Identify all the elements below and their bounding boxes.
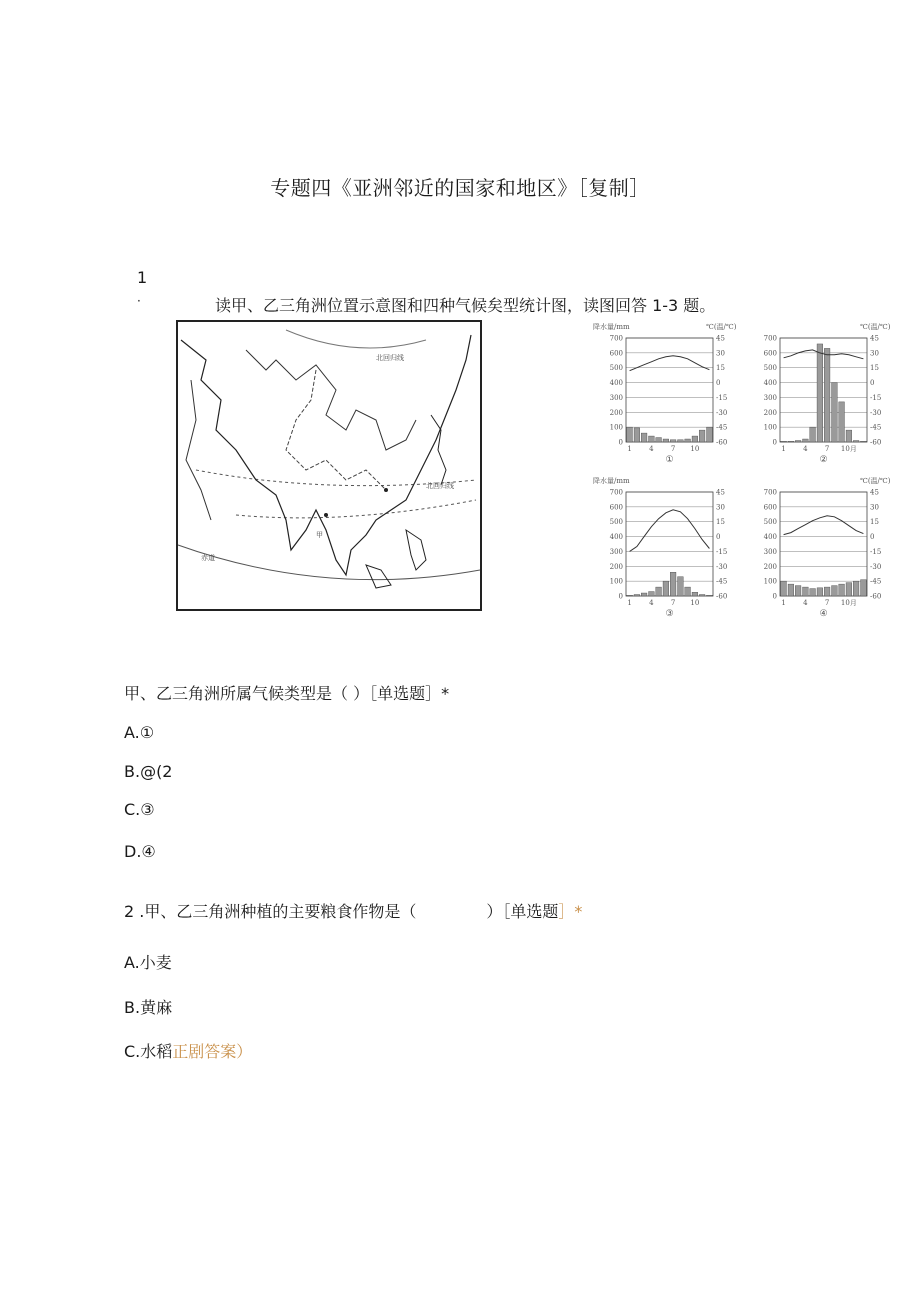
precip-bar bbox=[656, 587, 662, 596]
subquestion-2-close: ）［单选题 bbox=[486, 902, 559, 921]
precip-bar bbox=[795, 441, 801, 442]
temp-axis-title: ℃(温/℃) bbox=[860, 477, 891, 485]
precip-bar bbox=[817, 344, 823, 442]
subquestion-2 bbox=[124, 899, 582, 922]
precip-bar bbox=[832, 383, 838, 442]
month-tick-label: 7 bbox=[670, 599, 676, 607]
precip-tick-label: 200 bbox=[609, 562, 623, 571]
precip-tick-label: 300 bbox=[763, 547, 777, 556]
option-2c-label: C.水稻 bbox=[124, 1042, 173, 1061]
temp-tick-label: -30 bbox=[716, 562, 728, 571]
temp-tick-label: 45 bbox=[716, 488, 725, 497]
temp-tick-label: 15 bbox=[716, 364, 725, 373]
month-tick-label: 10月 bbox=[840, 599, 857, 607]
precip-bar bbox=[817, 588, 823, 596]
asia-map-figure bbox=[176, 320, 482, 611]
precip-bar bbox=[685, 439, 691, 442]
precip-bar bbox=[678, 577, 684, 596]
option-2a[interactable]: A.小麦 bbox=[124, 953, 172, 972]
precip-tick-label: 400 bbox=[609, 379, 623, 388]
temp-tick-label: -45 bbox=[716, 577, 728, 586]
precip-bar bbox=[663, 439, 669, 442]
map-label-arctic: 北回归线 bbox=[376, 354, 404, 362]
precip-tick-label: 700 bbox=[609, 488, 623, 497]
temp-tick-label: -45 bbox=[716, 423, 728, 432]
precip-tick-label: 600 bbox=[609, 503, 623, 512]
temp-tick-label: 0 bbox=[716, 533, 721, 542]
precip-bar bbox=[803, 587, 809, 596]
temp-tick-label: -45 bbox=[870, 423, 882, 432]
precip-bar bbox=[699, 430, 705, 442]
temp-tick-label: -60 bbox=[870, 592, 882, 601]
precip-tick-label: 500 bbox=[763, 518, 777, 527]
climate-chart-1-svg bbox=[588, 318, 738, 468]
precip-bar bbox=[649, 592, 655, 596]
temp-tick-label: 0 bbox=[716, 379, 721, 388]
precip-bar bbox=[670, 440, 676, 442]
precip-tick-label: 300 bbox=[763, 393, 777, 402]
temperature-line bbox=[784, 516, 864, 535]
temp-tick-label: 30 bbox=[716, 503, 725, 512]
map-label-jia: 甲 bbox=[316, 531, 323, 539]
month-tick-label: 4 bbox=[803, 445, 808, 453]
precip-bar bbox=[707, 427, 713, 442]
temp-tick-label: -60 bbox=[716, 592, 728, 601]
precip-bar bbox=[846, 583, 852, 596]
precip-bar bbox=[670, 572, 676, 596]
temp-tick-label: -15 bbox=[870, 393, 882, 402]
temp-tick-label: -15 bbox=[716, 547, 728, 556]
precip-tick-label: 0 bbox=[772, 438, 777, 447]
temp-tick-label: 15 bbox=[716, 518, 725, 527]
precip-bar bbox=[634, 595, 640, 596]
temp-tick-label: -30 bbox=[716, 408, 728, 417]
temp-tick-label: 0 bbox=[870, 379, 875, 388]
subquestion-2-mark: ］* bbox=[558, 902, 583, 921]
climate-chart-3 bbox=[588, 472, 738, 626]
temperature-line bbox=[630, 356, 710, 371]
precip-bar bbox=[853, 581, 859, 596]
precip-tick-label: 200 bbox=[763, 408, 777, 417]
month-tick-label: 10 bbox=[690, 445, 700, 453]
precip-tick-label: 500 bbox=[609, 364, 623, 373]
precip-bar bbox=[699, 595, 705, 596]
precip-bar bbox=[692, 592, 698, 596]
temp-tick-label: 30 bbox=[870, 503, 879, 512]
month-tick-label: 7 bbox=[824, 599, 830, 607]
map-label-tropic: 北回归线 bbox=[426, 482, 454, 490]
option-2b[interactable]: B.黄麻 bbox=[124, 998, 173, 1017]
subquestion-2-text: 2 .甲、乙三角洲种植的主要粮食作物是（ bbox=[124, 902, 417, 921]
asia-map bbox=[176, 320, 482, 611]
month-tick-label: 1 bbox=[781, 445, 786, 453]
precip-bar bbox=[788, 584, 794, 596]
precip-tick-label: 100 bbox=[609, 423, 623, 432]
month-tick-label: 7 bbox=[824, 445, 830, 453]
precip-bar bbox=[641, 433, 647, 442]
chart-label: ② bbox=[819, 455, 828, 465]
temperature-line bbox=[784, 350, 864, 359]
precip-bar bbox=[649, 436, 655, 442]
precip-tick-label: 0 bbox=[618, 592, 623, 601]
temp-tick-label: 0 bbox=[870, 533, 875, 542]
precip-tick-label: 100 bbox=[609, 577, 623, 586]
precip-tick-label: 0 bbox=[618, 438, 623, 447]
precip-axis-title: 降水量/mm bbox=[593, 477, 630, 485]
temp-tick-label: 30 bbox=[716, 349, 725, 358]
temp-tick-label: -30 bbox=[870, 408, 882, 417]
page-title: 专题四《亚洲邻近的国家和地区》［复制］ bbox=[270, 176, 650, 200]
precip-bar bbox=[788, 441, 794, 442]
precip-tick-label: 300 bbox=[609, 393, 623, 402]
precip-tick-label: 400 bbox=[763, 533, 777, 542]
precip-bar bbox=[803, 439, 809, 442]
month-tick-label: 1 bbox=[627, 445, 632, 453]
precip-tick-label: 200 bbox=[609, 408, 623, 417]
option-1b[interactable]: B.@(2 bbox=[124, 762, 173, 781]
precip-tick-label: 200 bbox=[763, 562, 777, 571]
chart-label: ③ bbox=[665, 609, 674, 619]
precip-bar bbox=[692, 436, 698, 442]
precip-bar bbox=[810, 589, 816, 596]
precip-tick-label: 500 bbox=[763, 364, 777, 373]
option-1d[interactable]: D.④ bbox=[124, 842, 156, 861]
month-tick-label: 10月 bbox=[840, 445, 857, 453]
precip-bar bbox=[853, 441, 859, 442]
precip-bar bbox=[781, 581, 787, 596]
option-2c[interactable] bbox=[124, 1039, 252, 1062]
precip-bar bbox=[846, 430, 852, 442]
precip-tick-label: 500 bbox=[609, 518, 623, 527]
temp-tick-label: 15 bbox=[870, 518, 879, 527]
precip-tick-label: 600 bbox=[763, 503, 777, 512]
map-label-equator: 赤道 bbox=[201, 554, 215, 562]
precip-bar bbox=[634, 428, 640, 442]
precip-bar bbox=[707, 595, 713, 596]
precip-bar bbox=[861, 580, 867, 596]
temp-tick-label: 45 bbox=[716, 334, 725, 343]
precip-bar bbox=[641, 593, 647, 596]
precip-tick-label: 600 bbox=[763, 349, 777, 358]
temp-axis-title: ℃(温/℃) bbox=[706, 323, 737, 331]
temp-axis-title: ℃(温/℃) bbox=[860, 323, 891, 331]
climate-chart-2 bbox=[742, 318, 892, 472]
answer-note: 正剧答案） bbox=[172, 1042, 253, 1061]
option-1c[interactable]: C.③ bbox=[124, 800, 155, 819]
precip-bar bbox=[685, 587, 691, 596]
precip-tick-label: 400 bbox=[763, 379, 777, 388]
precip-bar bbox=[627, 427, 633, 442]
precip-tick-label: 700 bbox=[763, 334, 777, 343]
precip-bar bbox=[627, 595, 633, 596]
precip-bar bbox=[663, 581, 669, 596]
temperature-line bbox=[630, 510, 710, 552]
subquestion-1: 甲、乙三角洲所属气候类型是（ ）［单选题］* bbox=[124, 684, 450, 703]
precip-bar bbox=[824, 348, 830, 442]
month-tick-label: 7 bbox=[670, 445, 676, 453]
chart-label: ④ bbox=[819, 609, 828, 619]
plot-frame bbox=[626, 338, 713, 442]
temp-tick-label: 45 bbox=[870, 334, 879, 343]
precip-bar bbox=[839, 402, 845, 442]
chart-label: ① bbox=[665, 455, 674, 465]
precip-bar bbox=[839, 584, 845, 596]
month-tick-label: 4 bbox=[649, 445, 654, 453]
question-dot: · bbox=[137, 294, 141, 308]
precip-bar bbox=[781, 441, 787, 442]
temp-tick-label: 45 bbox=[870, 488, 879, 497]
precip-tick-label: 100 bbox=[763, 423, 777, 432]
precip-tick-label: 600 bbox=[609, 349, 623, 358]
climate-chart-4 bbox=[742, 472, 892, 626]
precip-axis-title: 降水量/mm bbox=[593, 323, 630, 331]
temp-tick-label: -60 bbox=[870, 438, 882, 447]
temp-tick-label: 30 bbox=[870, 349, 879, 358]
month-tick-label: 1 bbox=[627, 599, 632, 607]
option-1a[interactable]: A.① bbox=[124, 723, 155, 742]
precip-bar bbox=[678, 440, 684, 442]
temp-tick-label: -15 bbox=[870, 547, 882, 556]
precip-tick-label: 0 bbox=[772, 592, 777, 601]
climate-chart-4-svg bbox=[742, 472, 892, 622]
precip-bar bbox=[810, 427, 816, 442]
question-intro: 读甲、乙三角洲位置示意图和四种气候矣型统计图，读图回答 1-3 题。 bbox=[215, 296, 716, 315]
temp-tick-label: 15 bbox=[870, 364, 879, 373]
precip-bar bbox=[795, 586, 801, 596]
precip-bar bbox=[861, 441, 867, 442]
precip-bar bbox=[656, 438, 662, 442]
precip-tick-label: 400 bbox=[609, 533, 623, 542]
precip-tick-label: 700 bbox=[609, 334, 623, 343]
month-tick-label: 10 bbox=[690, 599, 700, 607]
precip-bar bbox=[824, 587, 830, 596]
climate-chart-1 bbox=[588, 318, 738, 472]
temp-tick-label: -15 bbox=[716, 393, 728, 402]
precip-tick-label: 700 bbox=[763, 488, 777, 497]
climate-chart-2-svg bbox=[742, 318, 892, 468]
climate-chart-3-svg bbox=[588, 472, 738, 622]
temp-tick-label: -45 bbox=[870, 577, 882, 586]
month-tick-label: 4 bbox=[803, 599, 808, 607]
temp-tick-label: -30 bbox=[870, 562, 882, 571]
temp-tick-label: -60 bbox=[716, 438, 728, 447]
precip-bar bbox=[832, 586, 838, 596]
question-number: 1 bbox=[137, 268, 148, 287]
month-tick-label: 1 bbox=[781, 599, 786, 607]
plot-frame bbox=[780, 492, 867, 596]
precip-tick-label: 100 bbox=[763, 577, 777, 586]
precip-tick-label: 300 bbox=[609, 547, 623, 556]
month-tick-label: 4 bbox=[649, 599, 654, 607]
